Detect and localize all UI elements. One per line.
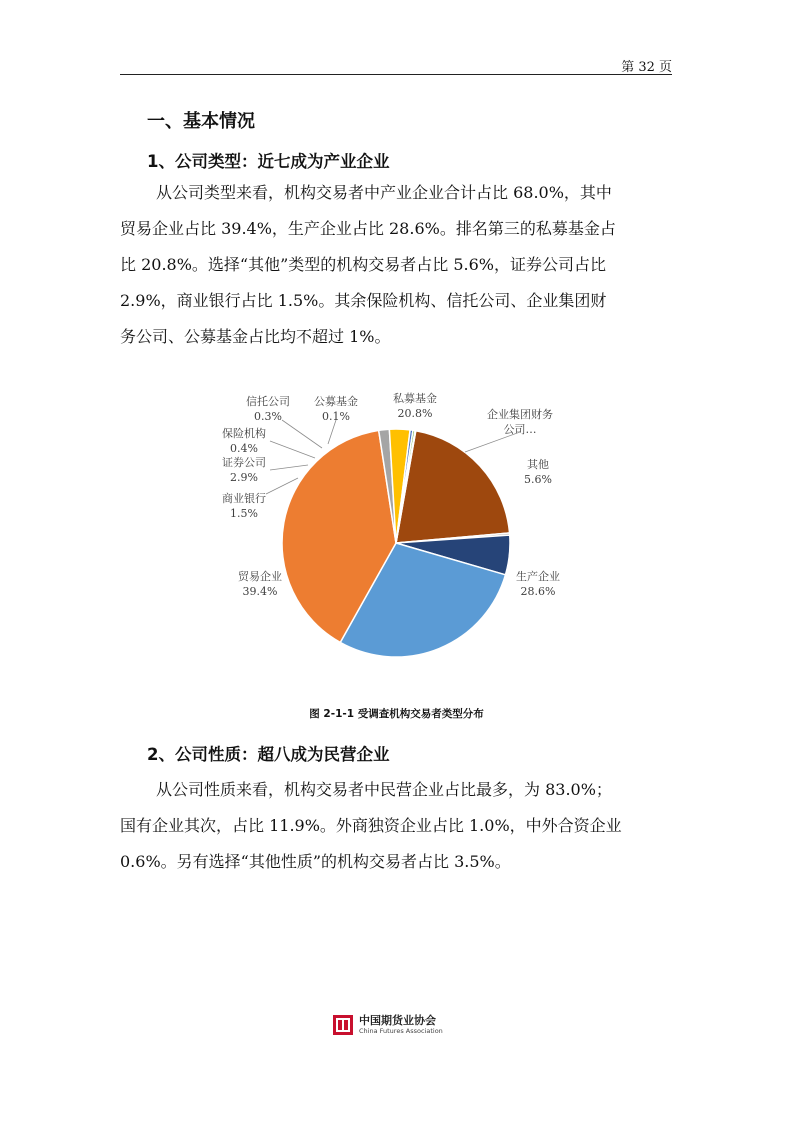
slice-label-9: 公募基金 0.1%	[314, 395, 358, 423]
section-title: 一、基本情况	[147, 111, 255, 132]
leader-line-4	[282, 420, 322, 448]
slice-label-6: 证券公司 2.9%	[222, 456, 266, 484]
page-header	[120, 52, 672, 75]
paragraph-line: 2.9%，商业银行占比 1.5%。其余保险机构、信托公司、企业集团财	[120, 291, 607, 310]
page-number: 第 32 页	[621, 60, 672, 75]
pie-chart	[200, 380, 600, 670]
slice-label-7: 保险机构 0.4%	[222, 427, 266, 455]
paragraph-line: 国有企业其次，占比 11.9%。外商独资企业占比 1.0%，中外合资企业	[120, 816, 622, 835]
slice-label-1: 企业集团财务公司…	[487, 408, 553, 436]
paragraph-company-type	[120, 175, 676, 355]
leader-line-3	[266, 478, 298, 494]
slice-label-0: 私募基金 20.8%	[393, 392, 437, 420]
slice-label-4: 贸易企业 39.4%	[238, 570, 282, 598]
org-name-en: China Futures Association	[359, 1027, 443, 1035]
paragraph-company-nature	[120, 772, 676, 880]
association-logo-icon	[333, 1015, 353, 1035]
slice-label-3: 生产企业 28.6%	[516, 570, 560, 598]
org-name-cn: 中国期货业协会	[359, 1014, 436, 1027]
paragraph-line: 比 20.8%。选择“其他”类型的机构交易者占比 5.6%，证券公司占比	[120, 255, 607, 274]
slice-label-8: 信托公司 0.3%	[246, 395, 290, 423]
footer-logo	[333, 1015, 443, 1035]
paragraph-line: 贸易企业占比 39.4%，生产企业占比 28.6%。排名第三的私募基金占	[120, 219, 616, 238]
paragraph-line: 从公司类型来看，机构交易者中产业企业合计占比 68.0%，其中	[156, 183, 612, 202]
leader-line-2	[270, 465, 308, 470]
paragraph-line: 0.6%。另有选择“其他性质”的机构交易者占比 3.5%。	[120, 852, 511, 871]
slice-label-2: 其他 5.6%	[524, 458, 552, 486]
leader-line-1	[270, 441, 315, 458]
paragraph-line: 从公司性质来看，机构交易者中民营企业占比最多，为 83.0%；	[156, 780, 612, 799]
paragraph-line: 务公司、公募基金占比均不超过 1%。	[120, 327, 391, 346]
subsection-title-2: 2、公司性质：超八成为民营企业	[147, 745, 390, 764]
subsection-title-1: 1、公司类型：近七成为产业企业	[147, 152, 390, 171]
slice-label-5: 商业银行 1.5%	[222, 492, 266, 520]
figure-caption: 图 2-1-1 受调查机构交易者类型分布	[309, 708, 484, 720]
pie-chart-svg	[200, 380, 600, 670]
leader-line-5	[328, 420, 336, 444]
